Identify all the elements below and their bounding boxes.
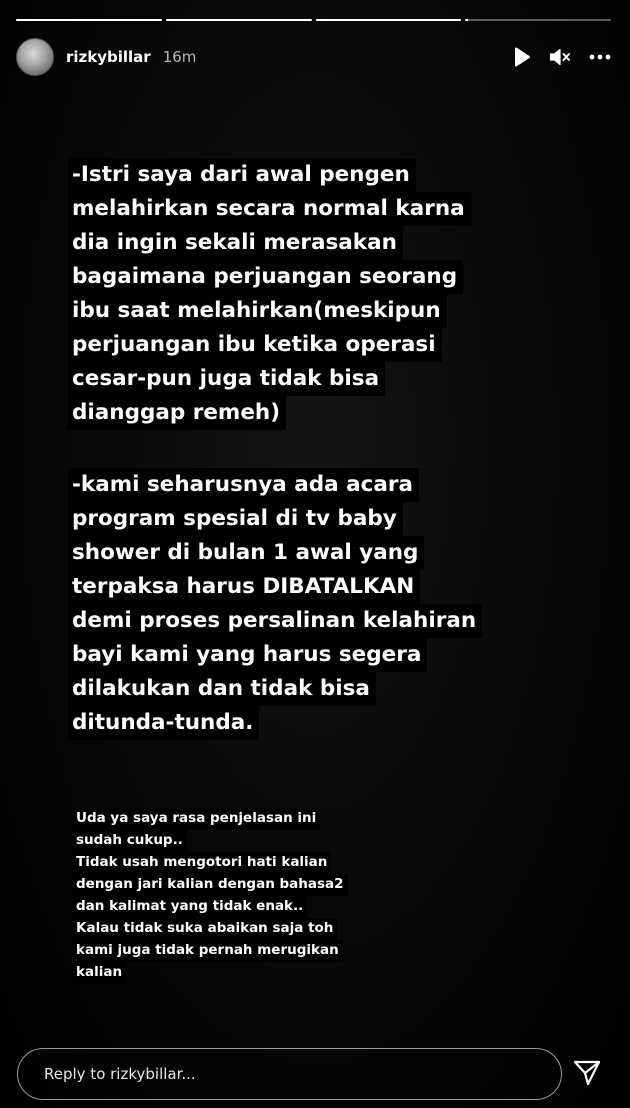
story-text-line: dilakukan dan tidak bisa <box>68 672 376 706</box>
progress-segment <box>16 19 162 21</box>
story-text-line: dianggap remeh) <box>68 396 286 430</box>
story-text-line: dan kalimat yang tidak enak.. <box>72 896 307 918</box>
story-text-line: Tidak usah mengotori hati kalian <box>72 852 331 874</box>
story-text-line: shower di bulan 1 awal yang <box>68 536 424 570</box>
play-icon[interactable] <box>513 47 531 67</box>
story-text-line: sudah cukup.. <box>72 830 187 852</box>
username[interactable]: rizkybillar <box>66 48 151 66</box>
story-text-line: cesar-pun juga tidak bisa <box>68 362 385 396</box>
story-text-line: kalian <box>72 962 126 984</box>
more-icon[interactable] <box>589 54 611 60</box>
post-time: 16m <box>162 48 197 66</box>
story-text-line: perjuangan ibu ketika operasi <box>68 328 442 362</box>
story-text-line: -Istri saya dari awal pengen <box>68 158 416 192</box>
story-text-line: Kalau tidak suka abaikan saja toh <box>72 918 337 940</box>
story-text-paragraph-2 <box>68 468 482 740</box>
progress-segment <box>166 19 312 21</box>
mute-icon[interactable] <box>549 47 571 67</box>
story-text-line: Uda ya saya rasa penjelasan ini <box>72 808 320 830</box>
story-text-line: dia ingin sekali merasakan <box>68 226 403 260</box>
story-text-line: ditunda-tunda. <box>68 706 259 740</box>
send-icon[interactable] <box>572 1059 602 1087</box>
story-header <box>16 37 611 77</box>
story-text-line: ibu saat melahirkan(meskipun <box>68 294 447 328</box>
header-actions <box>513 47 611 67</box>
reply-field[interactable] <box>17 1048 562 1100</box>
story-text-line: terpaksa harus DIBATALKAN <box>68 570 420 604</box>
story-text-line: bagaimana perjuangan seorang <box>68 260 463 294</box>
story-text-line: melahirkan secara normal karna <box>68 192 471 226</box>
story-text-line: kami juga tidak pernah merugikan <box>72 940 343 962</box>
story-text-line: program spesial di tv baby <box>68 502 403 536</box>
story-text-line: dengan jari kalian dengan bahasa2 <box>72 874 348 896</box>
story-text-line: -kami seharusnya ada acara <box>68 468 419 502</box>
story-text-paragraph-1 <box>68 158 471 430</box>
story-text-note <box>72 808 348 984</box>
story-text-line: demi proses persalinan kelahiran <box>68 604 482 638</box>
reply-input[interactable] <box>42 1064 561 1084</box>
story-text-line: bayi kami yang harus segera <box>68 638 427 672</box>
progress-segment <box>316 19 462 21</box>
avatar[interactable] <box>16 38 54 76</box>
story-progress <box>16 19 611 21</box>
progress-segment <box>465 19 611 21</box>
